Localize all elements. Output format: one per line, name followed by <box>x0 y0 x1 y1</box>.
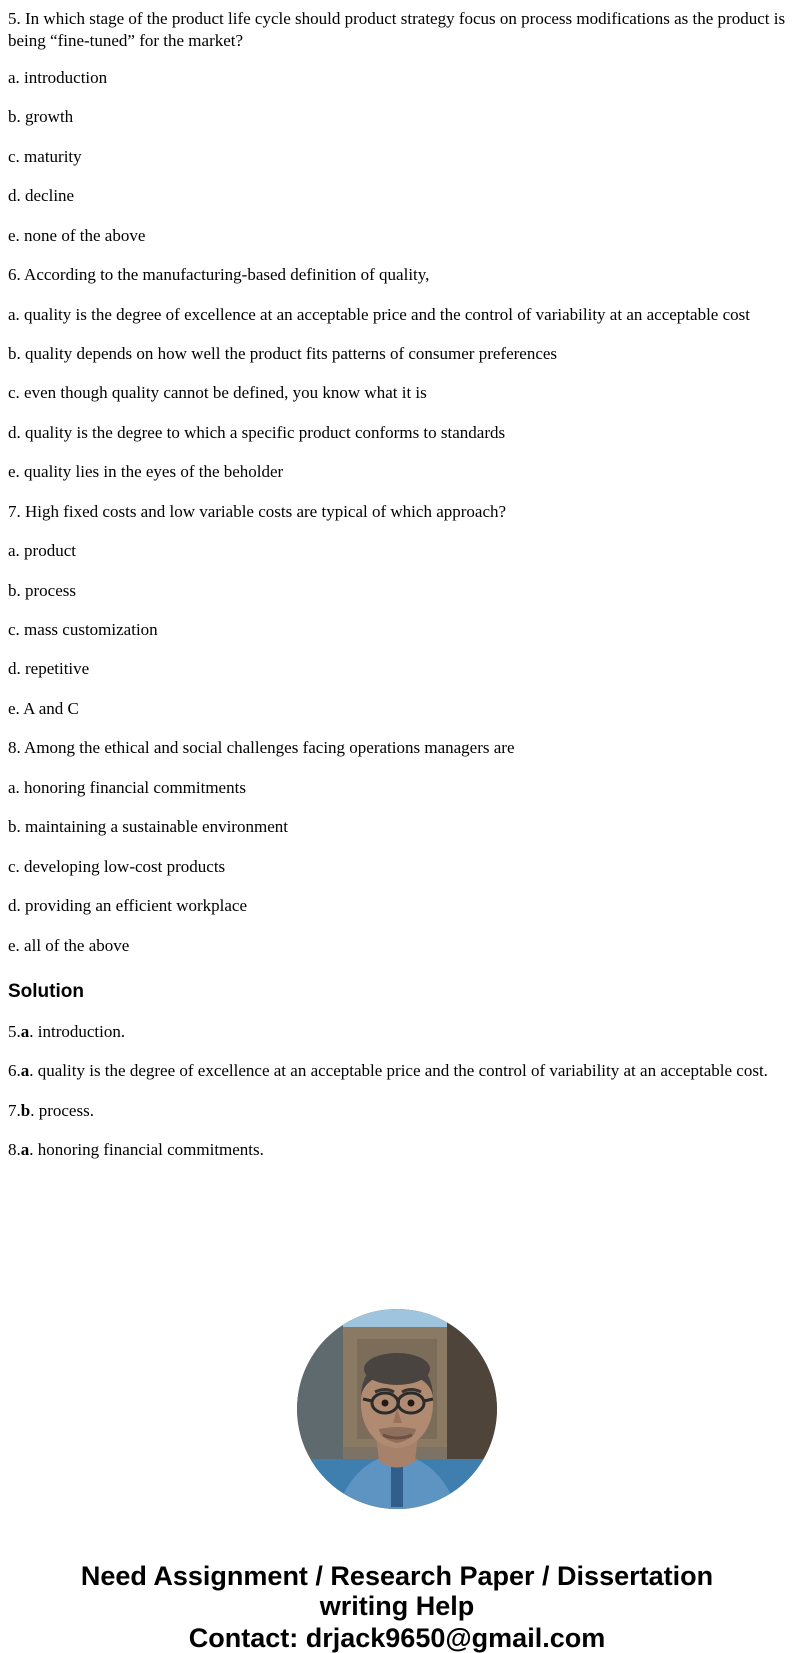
solution-text: . honoring financial commitments. <box>29 1140 264 1160</box>
question-option: b. maintaining a sustainable environment <box>8 817 288 837</box>
question-option: d. quality is the degree to which a specific product conforms to standards <box>8 422 506 442</box>
question-option: c. maturity <box>8 146 82 166</box>
solution-answer <box>8 1100 786 1122</box>
question-stem: 6. According to the manufacturing-based definition of quality, <box>8 265 430 285</box>
question-option: c. even though quality cannot be defined, you know what it is <box>8 383 427 403</box>
solution-answer <box>8 1021 786 1043</box>
solution-heading: Solution <box>8 980 84 1002</box>
question-option: d. repetitive <box>8 659 90 679</box>
portrait-photo <box>297 1309 497 1509</box>
question-option: e. all of the above <box>8 935 130 955</box>
avatar <box>297 1309 497 1509</box>
question-stem: 8. Among the ethical and social challenges facing operations managers are <box>8 738 515 758</box>
vertical-spacer <box>8 1179 786 1289</box>
question-option: d. providing an efficient workplace <box>8 896 248 916</box>
solution-letter: a <box>20 1140 30 1160</box>
question-option: e. none of the above <box>8 225 146 245</box>
question-stem: 7. High fixed costs and low variable costs are typical of which approach? <box>8 501 507 521</box>
cta-heading <box>8 1561 786 1621</box>
question-option: a. introduction <box>8 67 108 87</box>
cta-line-2: writing Help <box>319 1590 475 1621</box>
solution-number: 6. <box>8 1061 21 1081</box>
solution-answer <box>8 1139 786 1161</box>
solution-number: 5. <box>8 1021 21 1041</box>
solution-text: . process. <box>30 1100 94 1120</box>
solution-letter: b <box>20 1100 31 1120</box>
question-option: a. honoring financial commitments <box>8 777 246 797</box>
question-option: a. product <box>8 541 76 561</box>
question-option: d. decline <box>8 186 75 206</box>
solution-letter: a <box>20 1021 30 1041</box>
question-option: c. mass customization <box>8 620 158 639</box>
question-option: b. process <box>8 580 76 600</box>
solution-text: . introduction. <box>29 1021 126 1041</box>
question-option: e. A and C <box>8 698 79 718</box>
cta-line-1: Need Assignment / Research Paper / Dissertation <box>80 1560 714 1591</box>
contact-line: Contact: drjack9650@gmail.com <box>188 1623 606 1653</box>
question-option: a. quality is the degree of excellence at an acceptable price and the control of variability at an acceptable cost <box>8 304 750 324</box>
question-option: c. developing low-cost products <box>8 856 226 876</box>
question-option: b. quality depends on how well the product fits patterns of consumer preferences <box>8 343 558 363</box>
question-option: b. growth <box>8 107 74 127</box>
solution-letter: a <box>20 1061 30 1081</box>
avatar-container <box>8 1309 786 1509</box>
solution-number: 7. <box>8 1100 21 1120</box>
solution-number: 8. <box>8 1140 21 1160</box>
question-stem: 5. In which stage of the product life cycle should product strategy focus on process modifications as the product is being “fine-tuned” for the market? <box>8 9 786 51</box>
solution-text: . quality is the degree of excellence at an acceptable price and the control of variability at an acceptable cost. <box>29 1061 768 1081</box>
question-option: e. quality lies in the eyes of the beholder <box>8 462 284 482</box>
solution-answer <box>8 1060 786 1082</box>
